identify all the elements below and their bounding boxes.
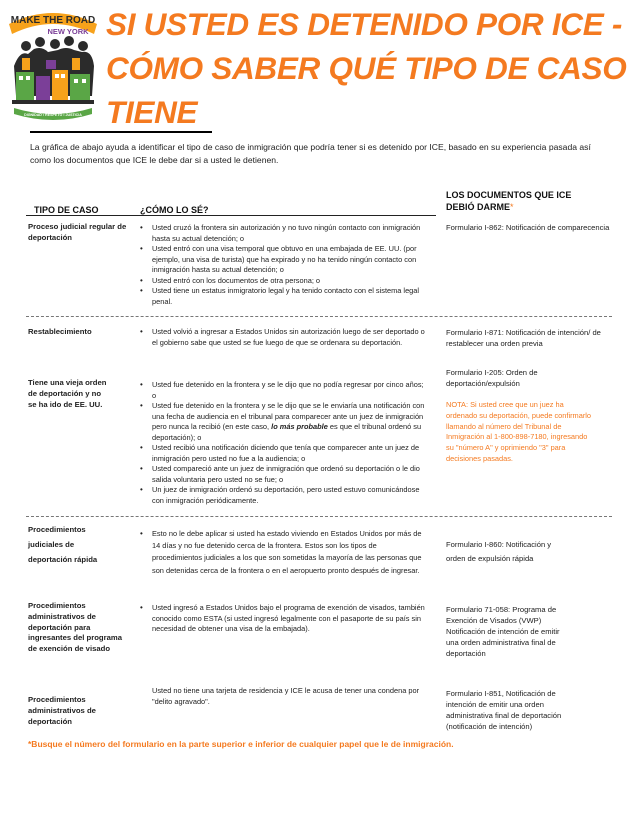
list-item: • Usted entró con los documentos de otra persona; o xyxy=(140,276,428,287)
list-item: • Esto no le debe aplicar si usted ha estado viviendo en Estados Unidos por más de 14 días y no fue detenido cerca de la frontera. Estos son los tipos de procedimientos judiciales a los que son sometidas la mayoría de las personas que son detenidas cerca de la frontera o en el aeropuerto pronto después de ingresar. xyxy=(140,528,428,577)
logo-line1: MAKE THE ROAD xyxy=(10,15,96,26)
list-item: • Usted volvió a ingresar a Estados Unidos sin autorización luego de ser deportado o el gobierno sabe que usted se fue luego de que se ordenara su deportación. xyxy=(140,327,428,348)
list-item-text-end: es que el tribunal ordenó su deportación); o xyxy=(152,422,422,442)
case-type-reinstatement: Restablecimiento xyxy=(28,327,92,336)
list-item: • Usted ingresó a Estados Unidos bajo el programa de exención de visados, también conocido como ESTA (si usted ingresó legalmente con el pasaporte de su país sin necesidad de obtener una visa de la embajada). xyxy=(140,603,428,635)
list-item-text: Usted fue detenido en la frontera y se le dijo que se le enviaría una notificación con una fecha de audiencia en el tribunal para comparecer ante un juez de inmigración pero nunca la recibió (en este caso, xyxy=(152,401,425,431)
list-item: Usted no tiene una tarjeta de residencia y ICE le acusa de tener una condena por "delito agravado". xyxy=(152,686,420,706)
documents-old-order: Formulario I-205: Orden de deportación/expulsión xyxy=(446,368,538,388)
row-divider xyxy=(26,316,612,317)
list-item: • Usted fue detenido en la frontera y se le dijo que no podía regresar por cinco años; o xyxy=(140,380,428,401)
title-divider xyxy=(30,131,212,133)
header-divider xyxy=(26,215,436,216)
documents-administrative: Formulario I-851, Notificación de intención de emitir una orden administrativa final de deportación (notificación de intención) xyxy=(446,689,562,731)
case-type-regular: Proceso judicial regular de deportación xyxy=(28,222,127,242)
case-type-expedited: Procedimientos judiciales de deportación rápida xyxy=(28,525,98,564)
list-item: • Un juez de inmigración ordenó su deportación, pero usted estuvo comunicándose con inmigración periódicamente. xyxy=(140,485,428,506)
column-header-como: ¿CÓMO LO SÉ? xyxy=(140,205,209,215)
how-do-i-know-list xyxy=(140,528,428,577)
intro-text: La gráfica de abajo ayuda a identificar el tipo de caso de inmigración que podría tener si es detenido por ICE, basado en su experiencia pasada así como los documentos que ICE le debe dar si a usted le detienen. xyxy=(30,142,591,165)
list-item: • Usted entró con una visa temporal que obtuvo en una embajada de EE. UU. (por ejemplo, una visa de turista) que ha expirado y no ha tenido ningún contacto con inmigración hasta su actual detención; o xyxy=(140,244,428,276)
documents-reinstatement: Formulario I-871: Notificación de intención/ de restablecer una orden previa xyxy=(446,328,601,348)
list-item: • Usted compareció ante un juez de inmigración que ordenó su deportación o le dio salida voluntaria pero usted no se fue; o xyxy=(140,464,428,485)
logo-tagline: DIGNIDAD • RESPETO • JUSTICIA xyxy=(24,113,82,117)
how-do-i-know-list xyxy=(140,603,428,635)
documents-visa-waiver: Formulario 71-058: Programa de Exención de Visados (VWP) Notificación de intención de emitir una orden administrativa final de deportación xyxy=(446,605,560,658)
how-do-i-know-list xyxy=(140,380,428,506)
footnote-marker: * xyxy=(510,202,514,212)
page-title: SI USTED ES DETENIDO POR ICE - CÓMO SABER QUÉ TIPO DE CASO TIENE xyxy=(106,6,627,130)
documents-regular: Formulario I-862: Notificación de comparecencia xyxy=(446,223,610,232)
list-item: • Usted tiene un estatus inmigratorio legal y ha tenido contacto con el sistema legal penal. xyxy=(140,286,428,307)
logo-line2: NEW YORK xyxy=(47,27,89,36)
footnote: *Busque el número del formulario en la parte superior e inferior de cualquier papel que le de inmigración. xyxy=(28,739,454,749)
how-do-i-know-list xyxy=(140,327,428,348)
column-header-tipo: TIPO DE CASO xyxy=(34,205,99,215)
make-the-road-logo xyxy=(6,4,100,126)
column-header-docs-label: LOS DOCUMENTOS QUE ICE DEBIÓ DARME xyxy=(446,190,572,212)
how-do-i-know-list xyxy=(140,223,428,307)
column-header-docs xyxy=(446,189,596,213)
list-item xyxy=(140,401,428,443)
court-phone-note: NOTA: Si usted cree que un juez ha ordenado su deportación, puede confirmarlo llamando al número del Tribunal de Inmigración al 1-800-898-7180, ingresando su "número A" y oprimiendo "3" para decisiones pasadas. xyxy=(446,400,592,463)
how-do-i-know-list xyxy=(140,686,428,707)
row-divider xyxy=(26,516,612,517)
documents-expedited: Formulario I-860: Notificación y orden de expulsión rápida xyxy=(446,540,552,563)
case-type-old-order: Tiene una vieja orden de deportación y no se ha ido de EE. UU. xyxy=(28,378,107,409)
emphasis-text: lo más probable xyxy=(271,422,328,431)
case-type-administrative: Procedimientos administrativos de deportación xyxy=(28,695,96,726)
list-item: • Usted recibió una notificación diciendo que tenía que comparecer ante un juez de inmigración pero usted no fue a la audiencia; o xyxy=(140,443,428,464)
list-item: • Usted cruzó la frontera sin autorización y no tuvo ningún contacto con inmigración hasta su actual detención; o xyxy=(140,223,428,244)
case-type-visa-waiver: Procedimientos administrativos de deportación para ingresantes del programa de exención de visado xyxy=(28,601,122,654)
